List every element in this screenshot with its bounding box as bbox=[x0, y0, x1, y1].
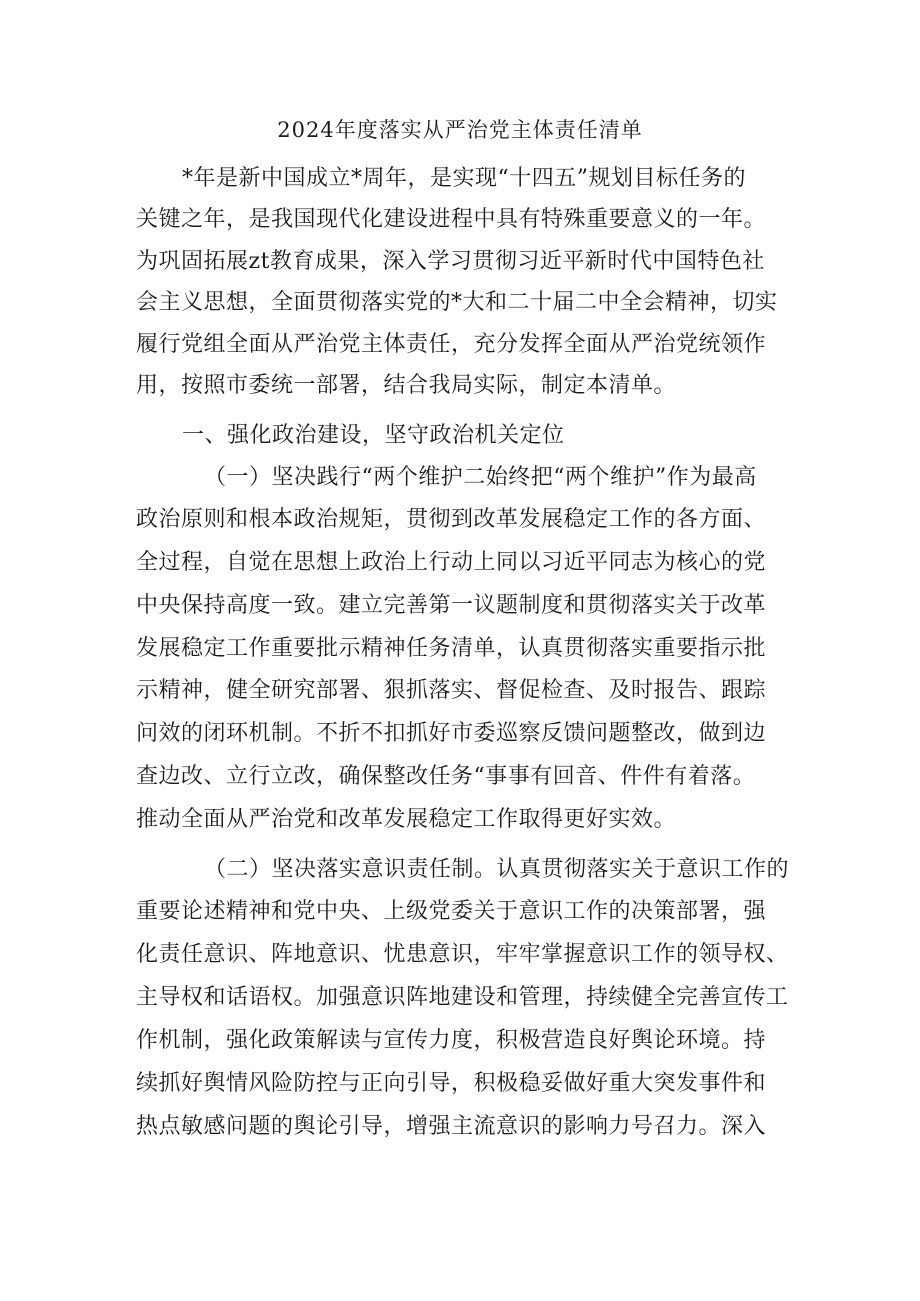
paragraph-line: 关键之年，是我国现代化建设进程中具有特殊重要意义的一年。 bbox=[136, 207, 767, 232]
paragraph-line: 发展稳定工作重要批示精神任务清单，认真贯彻落实重要指示批 bbox=[136, 636, 767, 661]
document-title: 2024年度落实从严治党主体责任清单 bbox=[277, 118, 643, 142]
paragraph-line: 示精神，健全研究部署、狠抓落实、督促检查、及时报告、跟踪 bbox=[136, 678, 767, 703]
paragraph-line: 重要论述精神和党中央、上级党委关于意识工作的决策部署，强 bbox=[136, 899, 767, 924]
paragraph-line: 续抓好舆情风险防控与正向引导，积极稳妥做好重大突发事件和 bbox=[136, 1071, 767, 1096]
paragraph-line: 用，按照市委统一部署，结合我局实际，制定本清单。 bbox=[136, 373, 677, 398]
paragraph-line: 作机制，强化政策解读与宣传力度，积极营造良好舆论环境。持 bbox=[136, 1028, 767, 1053]
paragraph-line: 主导权和话语权。加强意识阵地建设和管理，持续健全完善宣传工 bbox=[136, 985, 789, 1010]
paragraph-line: *年是新中国成立*周年，是实现“十四五”规划目标任务的 bbox=[182, 166, 746, 191]
paragraph-line: 问效的闭环机制。不折不扣抓好市委巡察反馈问题整改，做到边 bbox=[136, 721, 767, 746]
paragraph-line: 政治原则和根本政治规矩，贯彻到改革发展稳定工作的各方面、 bbox=[136, 507, 767, 532]
paragraph-line: 为巩固拓展zt教育成果，深入学习贯彻习近平新时代中国特色社 bbox=[136, 249, 765, 274]
paragraph-line: （二）坚决落实意识责任制。认真贯彻落实关于意识工作的 bbox=[204, 857, 790, 882]
section-heading: 一、强化政治建设，坚守政治机关定位 bbox=[182, 423, 565, 448]
paragraph-line: 中央保持高度一致。建立完善第一议题制度和贯彻落实关于改革 bbox=[136, 593, 767, 618]
paragraph-line: 热点敏感问题的舆论引导，增强主流意识的影响力号召力。深入 bbox=[136, 1114, 767, 1139]
paragraph-line: 推动全面从严治党和改革发展稳定工作取得更好实效。 bbox=[136, 807, 677, 832]
paragraph-line: 履行党组全面从严治党主体责任，充分发挥全面从严治党统领作 bbox=[136, 332, 767, 357]
paragraph-line: 化责任意识、阵地意识、忧患意识，牢牢掌握意识工作的领导权、 bbox=[136, 942, 789, 967]
paragraph-line: 查边改、立行立改，确保整改任务“事事有回音、件件有着落。 bbox=[136, 764, 756, 789]
paragraph-line: 全过程，自觉在思想上政治上行动上同以习近平同志为核心的党 bbox=[136, 550, 767, 575]
paragraph-line: （一）坚决践行“两个维护二始终把“两个维护”作为最高 bbox=[204, 465, 757, 490]
paragraph-line: 会主义思想，全面贯彻落实党的*大和二十届二中全会精神，切实 bbox=[136, 290, 778, 315]
